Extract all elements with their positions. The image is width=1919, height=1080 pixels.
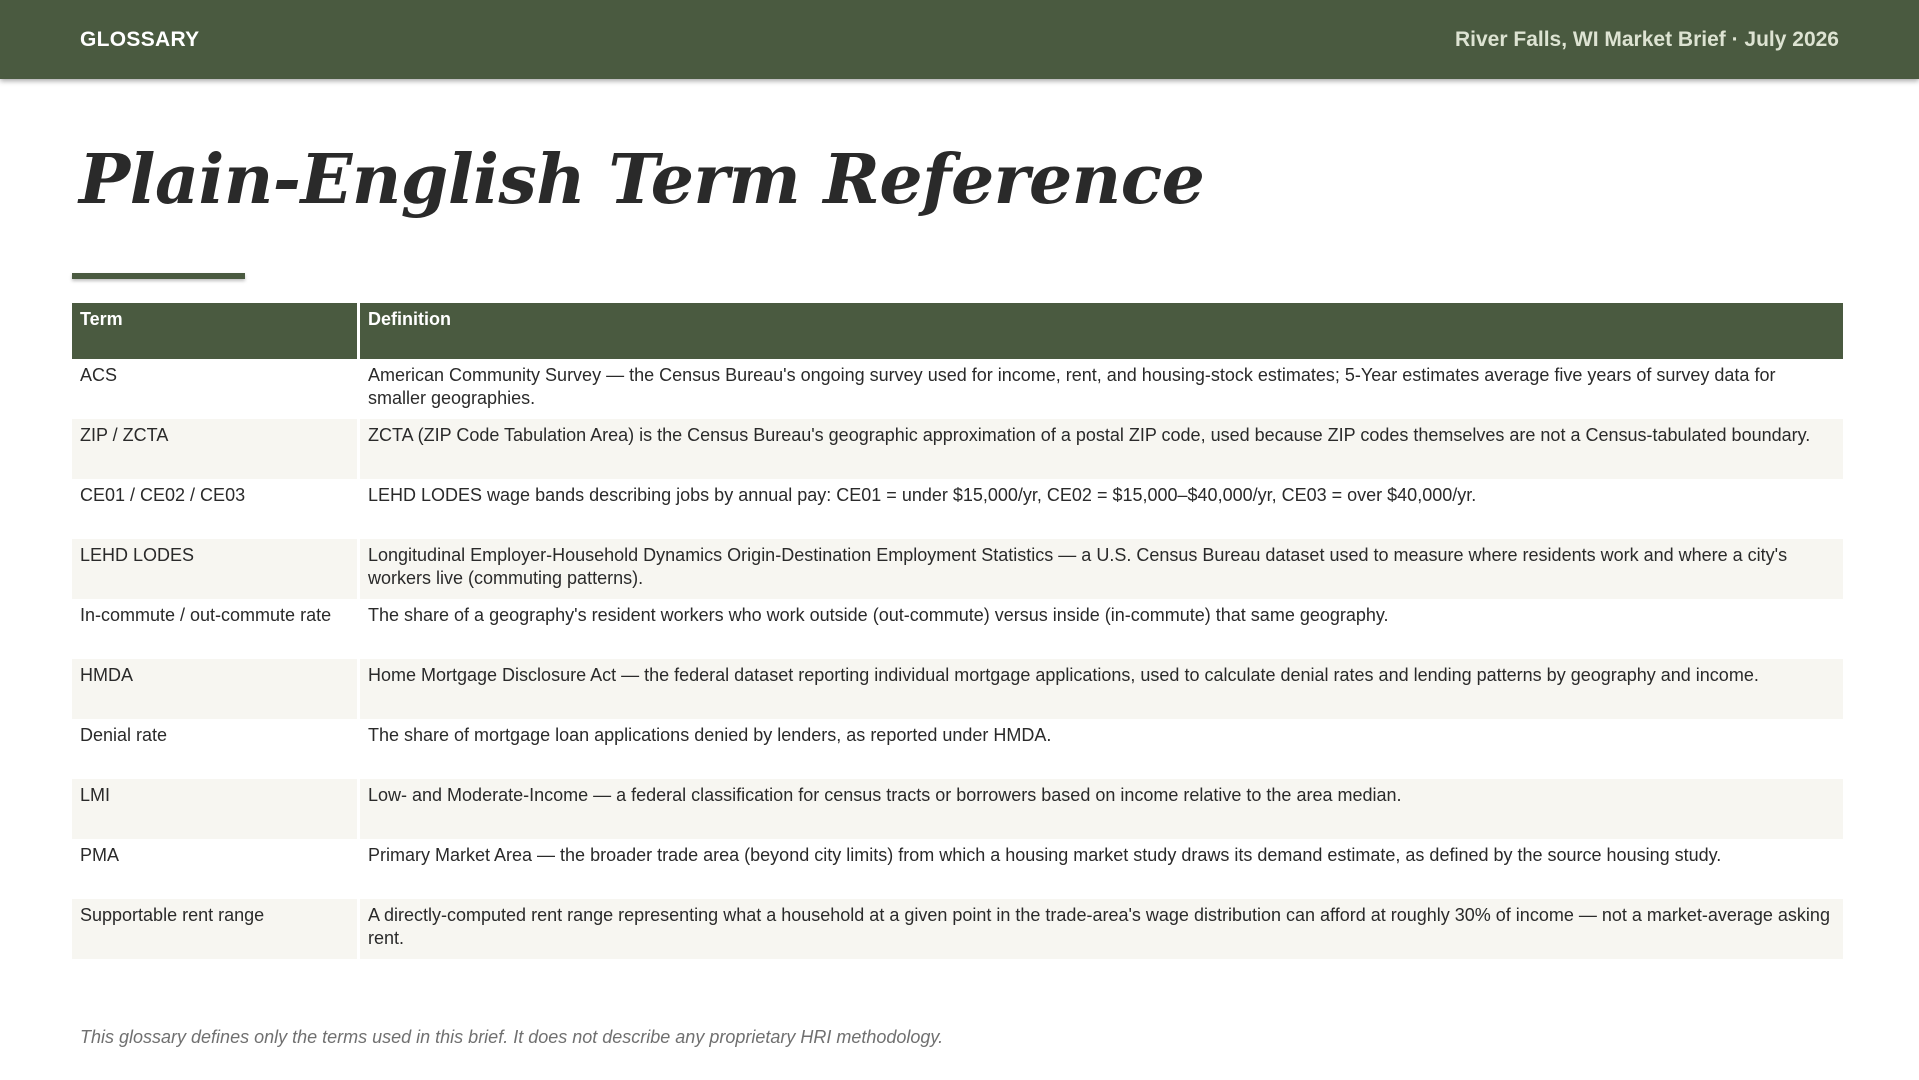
section-label: GLOSSARY [80, 27, 200, 51]
column-header-definition: Definition [360, 303, 1843, 359]
term-cell: Denial rate [72, 719, 360, 779]
term-cell: Supportable rent range [72, 899, 360, 959]
table-row [72, 419, 1843, 479]
table-header-row [72, 303, 1843, 359]
definition-cell: Home Mortgage Disclosure Act — the federal dataset reporting individual mortgage applications, used to calculate denial rates and lending patterns by geography and income. [360, 659, 1843, 719]
definition-cell: The share of mortgage loan applications denied by lenders, as reported under HMDA. [368, 725, 1052, 745]
table-row [72, 659, 1843, 719]
definition-cell: Low- and Moderate-Income — a federal classification for census tracts or borrowers based on income relative to the area median. [360, 779, 1843, 839]
term-cell: HMDA [72, 659, 360, 719]
term-cell: LMI [72, 779, 360, 839]
table-row [72, 899, 1843, 959]
footnote: This glossary defines only the terms used in this brief. It does not describe any proprietary HRI methodology. [80, 1027, 944, 1047]
term-cell: CE01 / CE02 / CE03 [72, 479, 360, 539]
definition-cell: A directly-computed rent range representing what a household at a given point in the trade-area's wage distribution can afford at roughly 30% of income — not a market-average asking rent. [360, 899, 1843, 959]
table-row [72, 599, 1843, 659]
table-row [72, 479, 1843, 539]
definition-cell: LEHD LODES wage bands describing jobs by annual pay: CE01 = under $15,000/yr, CE02 = $15,000–$40,000/yr, CE03 = over $40,000/yr. [368, 485, 1477, 505]
brief-title: River Falls, WI Market Brief · July 2026 [1455, 27, 1839, 51]
term-cell: LEHD LODES [72, 539, 360, 599]
term-cell: ACS [72, 359, 360, 419]
term-cell: ZIP / ZCTA [72, 419, 360, 479]
table-row [72, 539, 1843, 599]
table-row [72, 779, 1843, 839]
glossary-table [72, 303, 1843, 959]
table-row [72, 359, 1843, 419]
definition-cell: Longitudinal Employer-Household Dynamics Origin-Destination Employment Statistics — a U.S. Census Bureau dataset used to measure where residents work and where a city's workers live (commuting patterns). [360, 539, 1843, 599]
term-cell: In-commute / out-commute rate [72, 599, 360, 659]
definition-cell: ZCTA (ZIP Code Tabulation Area) is the Census Bureau's geographic approximation of a postal ZIP code, used because ZIP codes themselves are not a Census-tabulated boundary. [360, 419, 1843, 479]
definition-cell: American Community Survey — the Census Bureau's ongoing survey used for income, rent, and housing-stock estimates; 5-Year estimates average five years of survey data for smaller geographies. [368, 365, 1776, 408]
table-row [72, 719, 1843, 779]
title-underline-divider [72, 273, 245, 279]
definition-cell: The share of a geography's resident workers who work outside (out-commute) versus inside (in-commute) that same geography. [368, 605, 1389, 625]
definition-cell: Primary Market Area — the broader trade area (beyond city limits) from which a housing market study draws its demand estimate, as defined by the source housing study. [368, 845, 1722, 865]
top-header-bar [0, 0, 1919, 79]
table-row [72, 839, 1843, 899]
page-title: Plain-English Term Reference [79, 140, 1205, 220]
term-cell: PMA [72, 839, 360, 899]
column-header-term: Term [72, 303, 360, 359]
